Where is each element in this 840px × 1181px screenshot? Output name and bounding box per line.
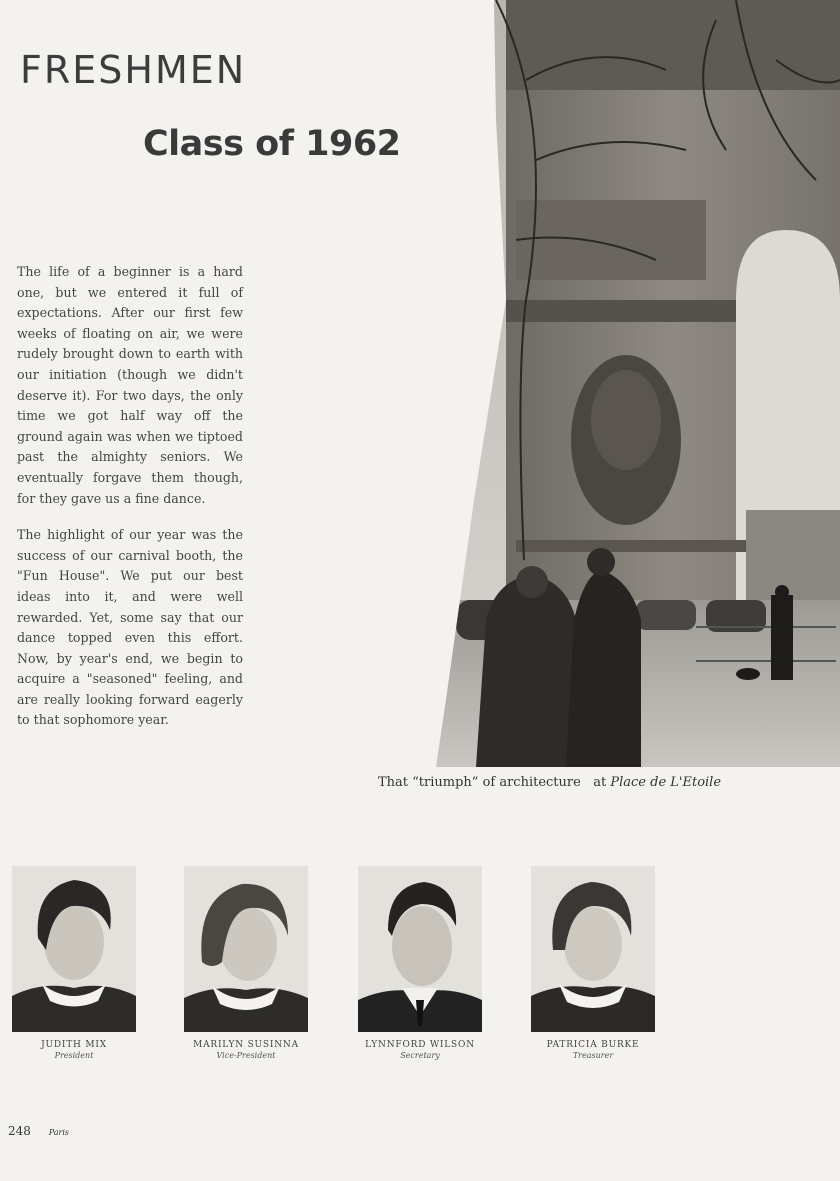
officer-portrait	[12, 866, 136, 1060]
portrait-photo	[531, 866, 655, 1032]
officer-role: Vice-President	[216, 1051, 276, 1060]
portrait-photo	[184, 866, 308, 1032]
arc-de-triomphe-photo	[436, 0, 840, 767]
page-footer	[8, 1124, 69, 1138]
portrait-photo	[358, 866, 482, 1032]
paragraph: The highlight of our year was the success of our carnival booth, the "Fun House". We put our best ideas into it, and were well rewarded. Yet, some say that our dance topped even this effort. Now, by year's end, we begin to acquire a "seasoned" feeling, and are really looking forward eagerly to that sophomore year.	[17, 527, 243, 728]
caption-text: That “triumph” of architecture	[378, 775, 581, 790]
page-heading: FRESHMEN	[20, 48, 247, 92]
portrait-photo	[12, 866, 136, 1032]
officer-name: PATRICIA BURKE	[546, 1040, 640, 1050]
page-number: 248	[8, 1124, 31, 1138]
officer-portrait	[358, 866, 482, 1060]
caption-at: at	[593, 775, 607, 790]
officer-portrait	[184, 866, 308, 1060]
class-subheading: Class of 1962	[143, 124, 401, 164]
officer-name: MARILYN SUSINNA	[193, 1040, 299, 1050]
officer-name: LYNNFORD WILSON	[365, 1040, 475, 1050]
section-name: Paris	[48, 1128, 70, 1137]
officer-role: President	[54, 1051, 94, 1060]
officer-role: Secretary	[400, 1051, 440, 1060]
paragraph: The life of a beginner is a hard one, but we entered it full of expectations. After our first few weeks of floating on air, we were rudely brought down to earth with our initiation (though we didn't deserve it). For two days, the only time we got half way off the ground again was when we tiptoed past the almighty seniors. We eventually forgave them though, for they gave us a fine dance.	[17, 264, 243, 506]
officer-name: JUDITH MIX	[41, 1040, 107, 1050]
caption-place: Place de L'Etoile	[610, 775, 722, 790]
officer-portrait	[531, 866, 655, 1060]
officer-role: Treasurer	[572, 1051, 614, 1060]
article-body	[17, 262, 243, 747]
photo-caption	[378, 775, 798, 790]
